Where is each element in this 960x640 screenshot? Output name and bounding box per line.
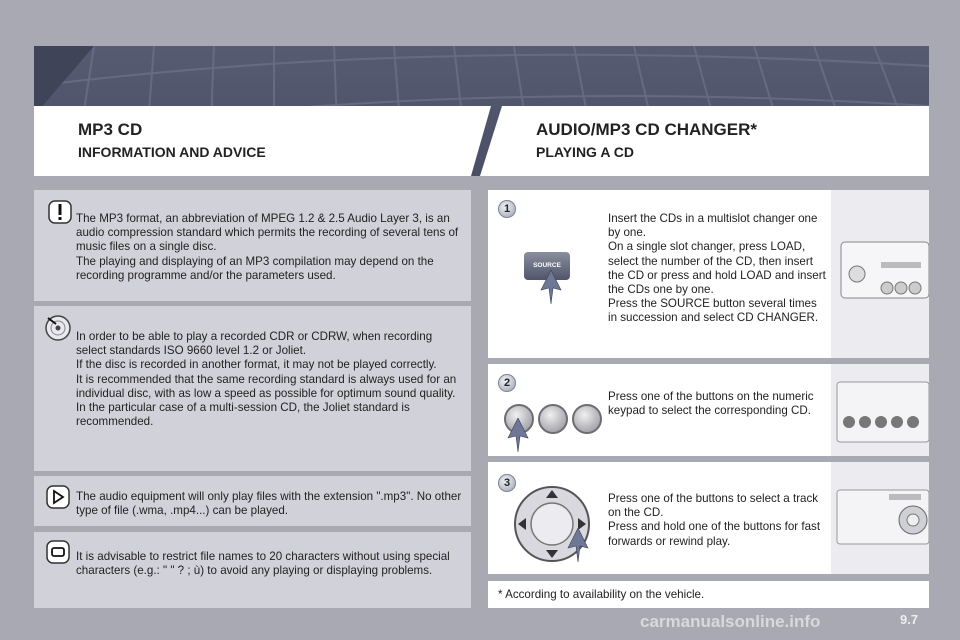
paragraph-filenames: It is advisable to restrict file names to 20 characters without using special characters (e.g.: " " ? ; ù) to avoid any playing or displaying problems.	[76, 550, 450, 578]
paragraph-extension: The audio equipment will only play files with the extension ".mp3". No other type of file (.wma, .mp4...) can be played.	[76, 490, 462, 518]
paragraph-recording: In order to be able to play a recorded CDR or CDRW, when recording select standards ISO 9660 level 1.2 or Joliet. If the disc is recorded in another format, it may not be played correctly. It is recommended that the same recording standard is always used for an individual disc, with as low a speed as possible for optimum sound quality. In the particular case of a multi-session CD, the Joliet standard is recommended.	[76, 330, 457, 429]
footnote-panel	[488, 581, 929, 608]
step-3-badge: 3	[498, 474, 516, 492]
radio-unit-illustration-3	[831, 462, 929, 574]
play-icon	[46, 485, 70, 509]
keypad-drawing	[831, 364, 929, 456]
numeric-button-illustration	[538, 404, 568, 434]
footnote-text: * According to availability on the vehicle.	[498, 588, 705, 601]
left-subtitle: INFORMATION AND ADVICE	[78, 144, 266, 160]
info-block-filenames	[34, 532, 471, 608]
step-1-badge: 1	[498, 200, 516, 218]
warning-icon	[48, 200, 72, 224]
step-2-panel	[488, 364, 929, 456]
rounded-rectangle-icon	[46, 540, 70, 564]
step-2-text: Press one of the buttons on the numeric keypad to select the corresponding CD.	[608, 390, 814, 418]
step-3-text: Press one of the buttons to select a track on the CD. Press and hold one of the buttons for fast forwards or rewind play.	[608, 492, 821, 548]
arrow-icon	[506, 418, 530, 452]
info-block-mp3-format	[34, 190, 471, 301]
left-title: MP3 CD	[78, 120, 143, 139]
dpad-unit-drawing	[831, 462, 929, 574]
cd-icon	[44, 314, 72, 342]
step-1-panel	[488, 190, 929, 358]
step-1-text: Insert the CDs in a multislot changer one by one. On a single slot changer, press LOAD, select the number of the CD, then insert the CD or press and hold LOAD and insert the CDs one by one. Press the SOURCE button several times in succession and select CD CHANGER.	[608, 212, 826, 325]
step-2-badge: 2	[498, 374, 516, 392]
page-number: 9.7	[900, 612, 919, 627]
step-3-panel	[488, 462, 929, 574]
radio-unit-drawing	[831, 190, 929, 358]
numeric-button-illustration	[572, 404, 602, 434]
right-header-wedge	[472, 106, 502, 176]
paragraph-mp3-format: The MP3 format, an abbreviation of MPEG 1.2 & 2.5 Audio Layer 3, is an audio compression standard which permits the recording of several tens of music files on a single disc. The playing and displaying of an MP3 compilation may depend on the recording programme and/or the parameters used.	[76, 212, 459, 282]
info-block-extension	[34, 476, 471, 526]
arrow-icon	[566, 528, 590, 562]
radio-unit-illustration-1	[831, 190, 929, 358]
radio-unit-illustration-2	[831, 364, 929, 456]
right-header	[502, 106, 929, 176]
watermark: carmanualsonline.info	[640, 612, 821, 631]
source-button-label: SOURCE	[533, 262, 561, 269]
info-block-recording	[34, 306, 471, 471]
right-subtitle: PLAYING A CD	[536, 144, 635, 160]
left-header	[34, 106, 471, 176]
arrow-icon	[539, 270, 563, 304]
right-title: AUDIO/MP3 CD CHANGER*	[536, 120, 758, 139]
